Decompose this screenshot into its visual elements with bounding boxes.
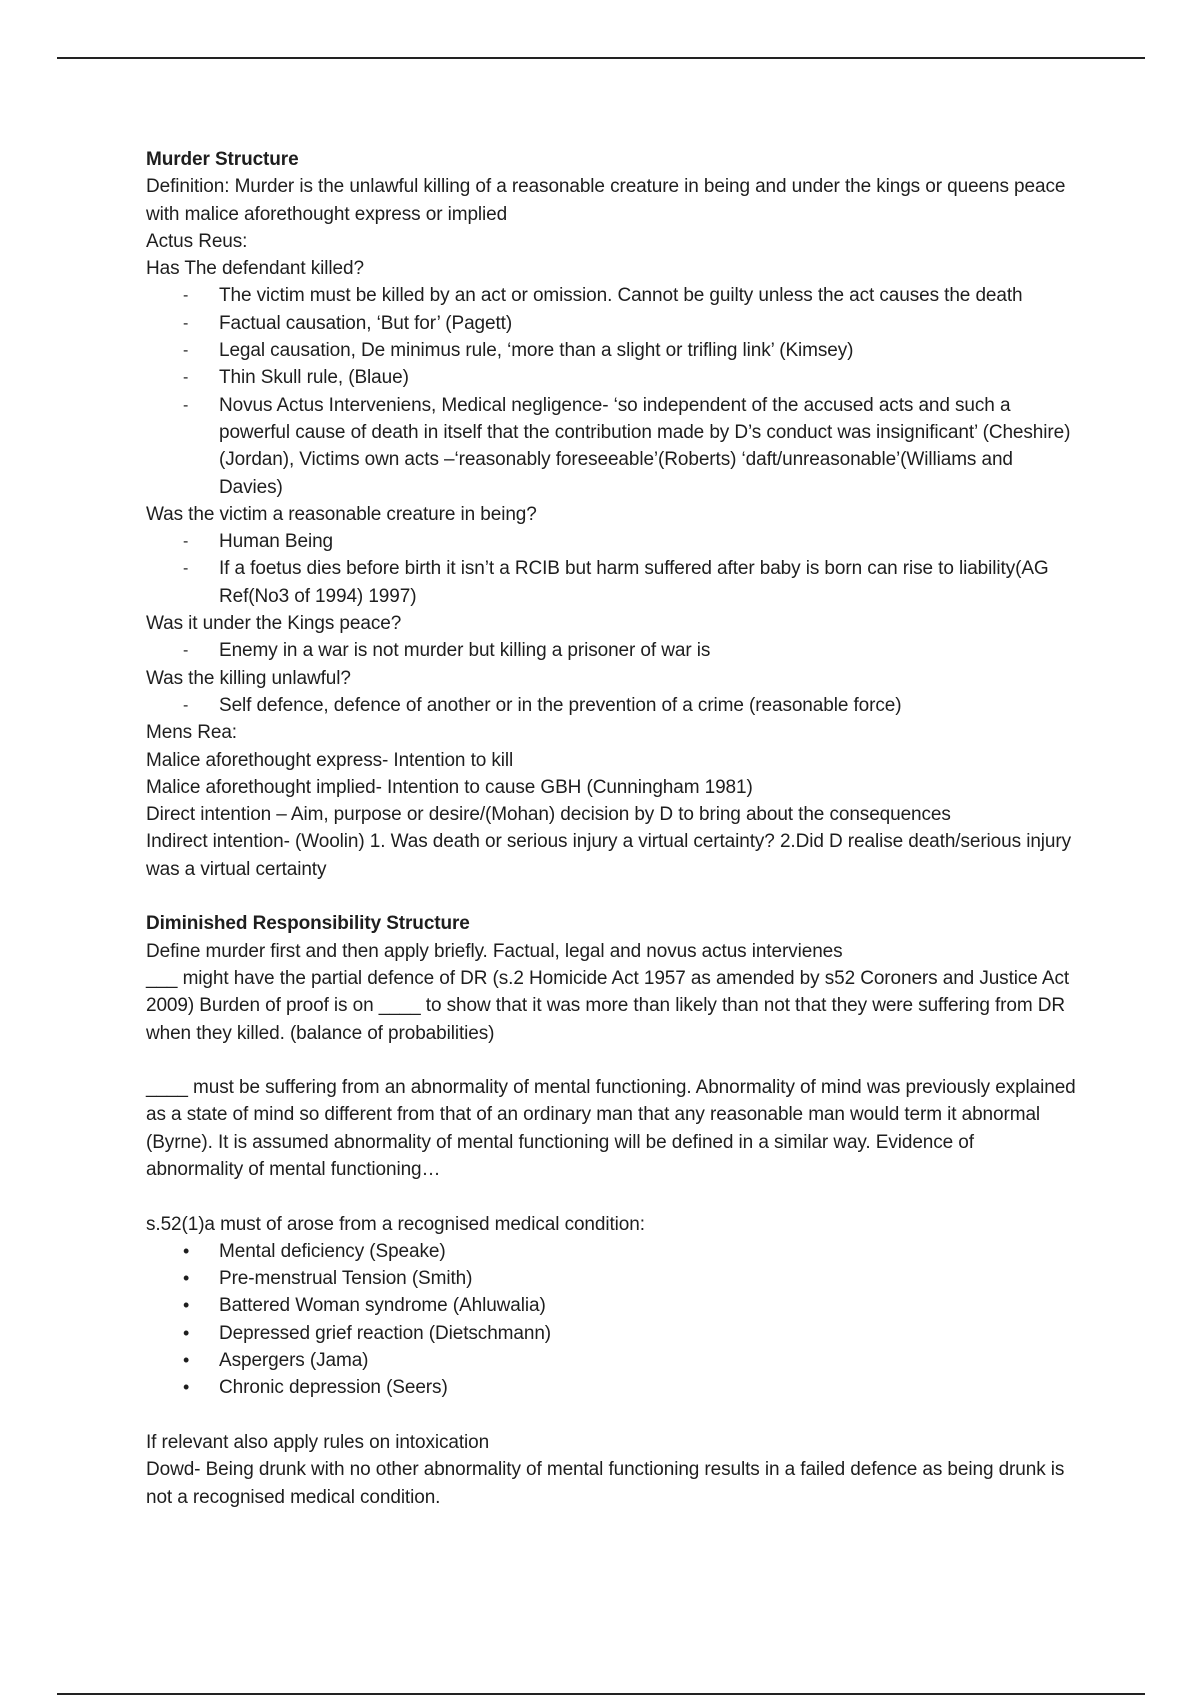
kings-peace-list: [146, 637, 1076, 664]
bullet-marker: •: [183, 1377, 190, 1398]
intoxication-label: If relevant also apply rules on intoxication: [146, 1431, 490, 1453]
bullet-marker: •: [183, 1295, 190, 1316]
killed-list: [146, 282, 1076, 500]
bullet-marker: •: [183, 1350, 190, 1371]
murder-heading: Murder Structure: [146, 149, 299, 170]
question-unlawful: Was the killing unlawful?: [146, 667, 351, 689]
list-item: - Novus Actus Interveniens, Medical negligence- ‘so independent of the accused acts and such a powerful cause of death in itself that the contribution made by D’s conduct was insignificant’ (Cheshire)(Jordan), Victims own acts –‘reasonably foreseeable’(Roberts) ‘daft/unreasonable’(Williams and Davies): [146, 392, 1076, 501]
dash-marker: -: [183, 642, 189, 660]
malice-express: Malice aforethought express- Intention to kill: [146, 749, 514, 771]
footer-rule: [57, 1693, 1145, 1695]
dr-paragraph-abnormality: ____ must be suffering from an abnormality of mental functioning. Abnormality of mind was previously explained as a state of mind so different from that of an ordinary man that any reasonable man would term it abnormal (Byrne). It is assumed abnormality of mental functioning will be defined in a similar way. Evidence of abnormality of mental functioning…: [146, 1077, 1076, 1180]
list-item: - The victim must be killed by an act or omission. Cannot be guilty unless the act causes the death: [146, 282, 1076, 309]
bullet-marker: •: [183, 1322, 190, 1343]
mens-rea-label: Mens Rea:: [146, 722, 237, 744]
list-item: - Legal causation, De minimus rule, ‘more than a slight or trifling link’ (Kimsey): [146, 337, 1076, 364]
rcib-list: [146, 528, 1076, 610]
spacer: [146, 883, 1076, 910]
dash-marker: -: [183, 696, 189, 714]
spacer: [146, 1183, 1076, 1210]
list-item: - Factual causation, ‘But for’ (Pagett): [146, 310, 1076, 337]
s52-label: s.52(1)a must of arose from a recognised medical condition:: [146, 1213, 645, 1235]
dr-heading: Diminished Responsibility Structure: [146, 913, 470, 935]
document-body: [146, 146, 1076, 1511]
dash-marker: -: [183, 314, 189, 332]
spacer: [146, 1047, 1076, 1074]
list-item: - If a foetus dies before birth it isn’t a RCIB but harm suffered after baby is born can rise to liability(AG Ref(No3 of 1994) 1997): [146, 555, 1076, 610]
conditions-list: [146, 1238, 1076, 1402]
question-rcib: Was the victim a reasonable creature in being?: [146, 503, 537, 525]
dash-marker: -: [183, 369, 189, 387]
header-rule: [57, 57, 1145, 59]
list-item: • Mental deficiency (Speake): [146, 1238, 1076, 1265]
dash-marker: -: [183, 533, 189, 551]
question-kings-peace: Was it under the Kings peace?: [146, 613, 402, 635]
dowd-paragraph: Dowd- Being drunk with no other abnormality of mental functioning results in a failed defence as being drunk is not a recognised medical condition.: [146, 1459, 1065, 1508]
actus-reus-label: Actus Reus:: [146, 230, 248, 252]
direct-intention: Direct intention – Aim, purpose or desire/(Mohan) decision by D to bring about the consequences: [146, 804, 951, 826]
murder-definition: Definition: Murder is the unlawful killing of a reasonable creature in being and under the kings or queens peace with malice aforethought express or implied: [146, 176, 1066, 225]
dr-paragraph-defence: ___ might have the partial defence of DR (s.2 Homicide Act 1957 as amended by s52 Coroners and Justice Act 2009) Burden of proof is on ____ to show that it was more than likely than not that they were suffering from DR when they killed. (balance of probabilities): [146, 967, 1070, 1044]
malice-implied: Malice aforethought implied- Intention to cause GBH (Cunningham 1981): [146, 776, 753, 798]
spacer: [146, 1402, 1076, 1429]
list-item: • Aspergers (Jama): [146, 1347, 1076, 1374]
list-item: • Chronic depression (Seers): [146, 1374, 1076, 1401]
dash-marker: -: [183, 560, 189, 578]
list-item: • Depressed grief reaction (Dietschmann): [146, 1320, 1076, 1347]
list-item: • Battered Woman syndrome (Ahluwalia): [146, 1292, 1076, 1319]
list-item: • Pre-menstrual Tension (Smith): [146, 1265, 1076, 1292]
dash-marker: -: [183, 287, 189, 305]
list-item: - Enemy in a war is not murder but killing a prisoner of war is: [146, 637, 1076, 664]
unlawful-list: [146, 692, 1076, 719]
indirect-intention: Indirect intention- (Woolin) 1. Was death or serious injury a virtual certainty? 2.Did D realise death/serious injury was a virtual certainty: [146, 831, 1071, 880]
list-item: - Human Being: [146, 528, 1076, 555]
bullet-marker: •: [183, 1268, 190, 1289]
dash-marker: -: [183, 396, 189, 414]
list-item: - Thin Skull rule, (Blaue): [146, 364, 1076, 391]
question-killed: Has The defendant killed?: [146, 258, 364, 280]
list-item: - Self defence, defence of another or in the prevention of a crime (reasonable force): [146, 692, 1076, 719]
dash-marker: -: [183, 342, 189, 360]
bullet-marker: •: [183, 1240, 190, 1261]
dr-intro: Define murder first and then apply briefly. Factual, legal and novus actus intervienes: [146, 940, 843, 962]
